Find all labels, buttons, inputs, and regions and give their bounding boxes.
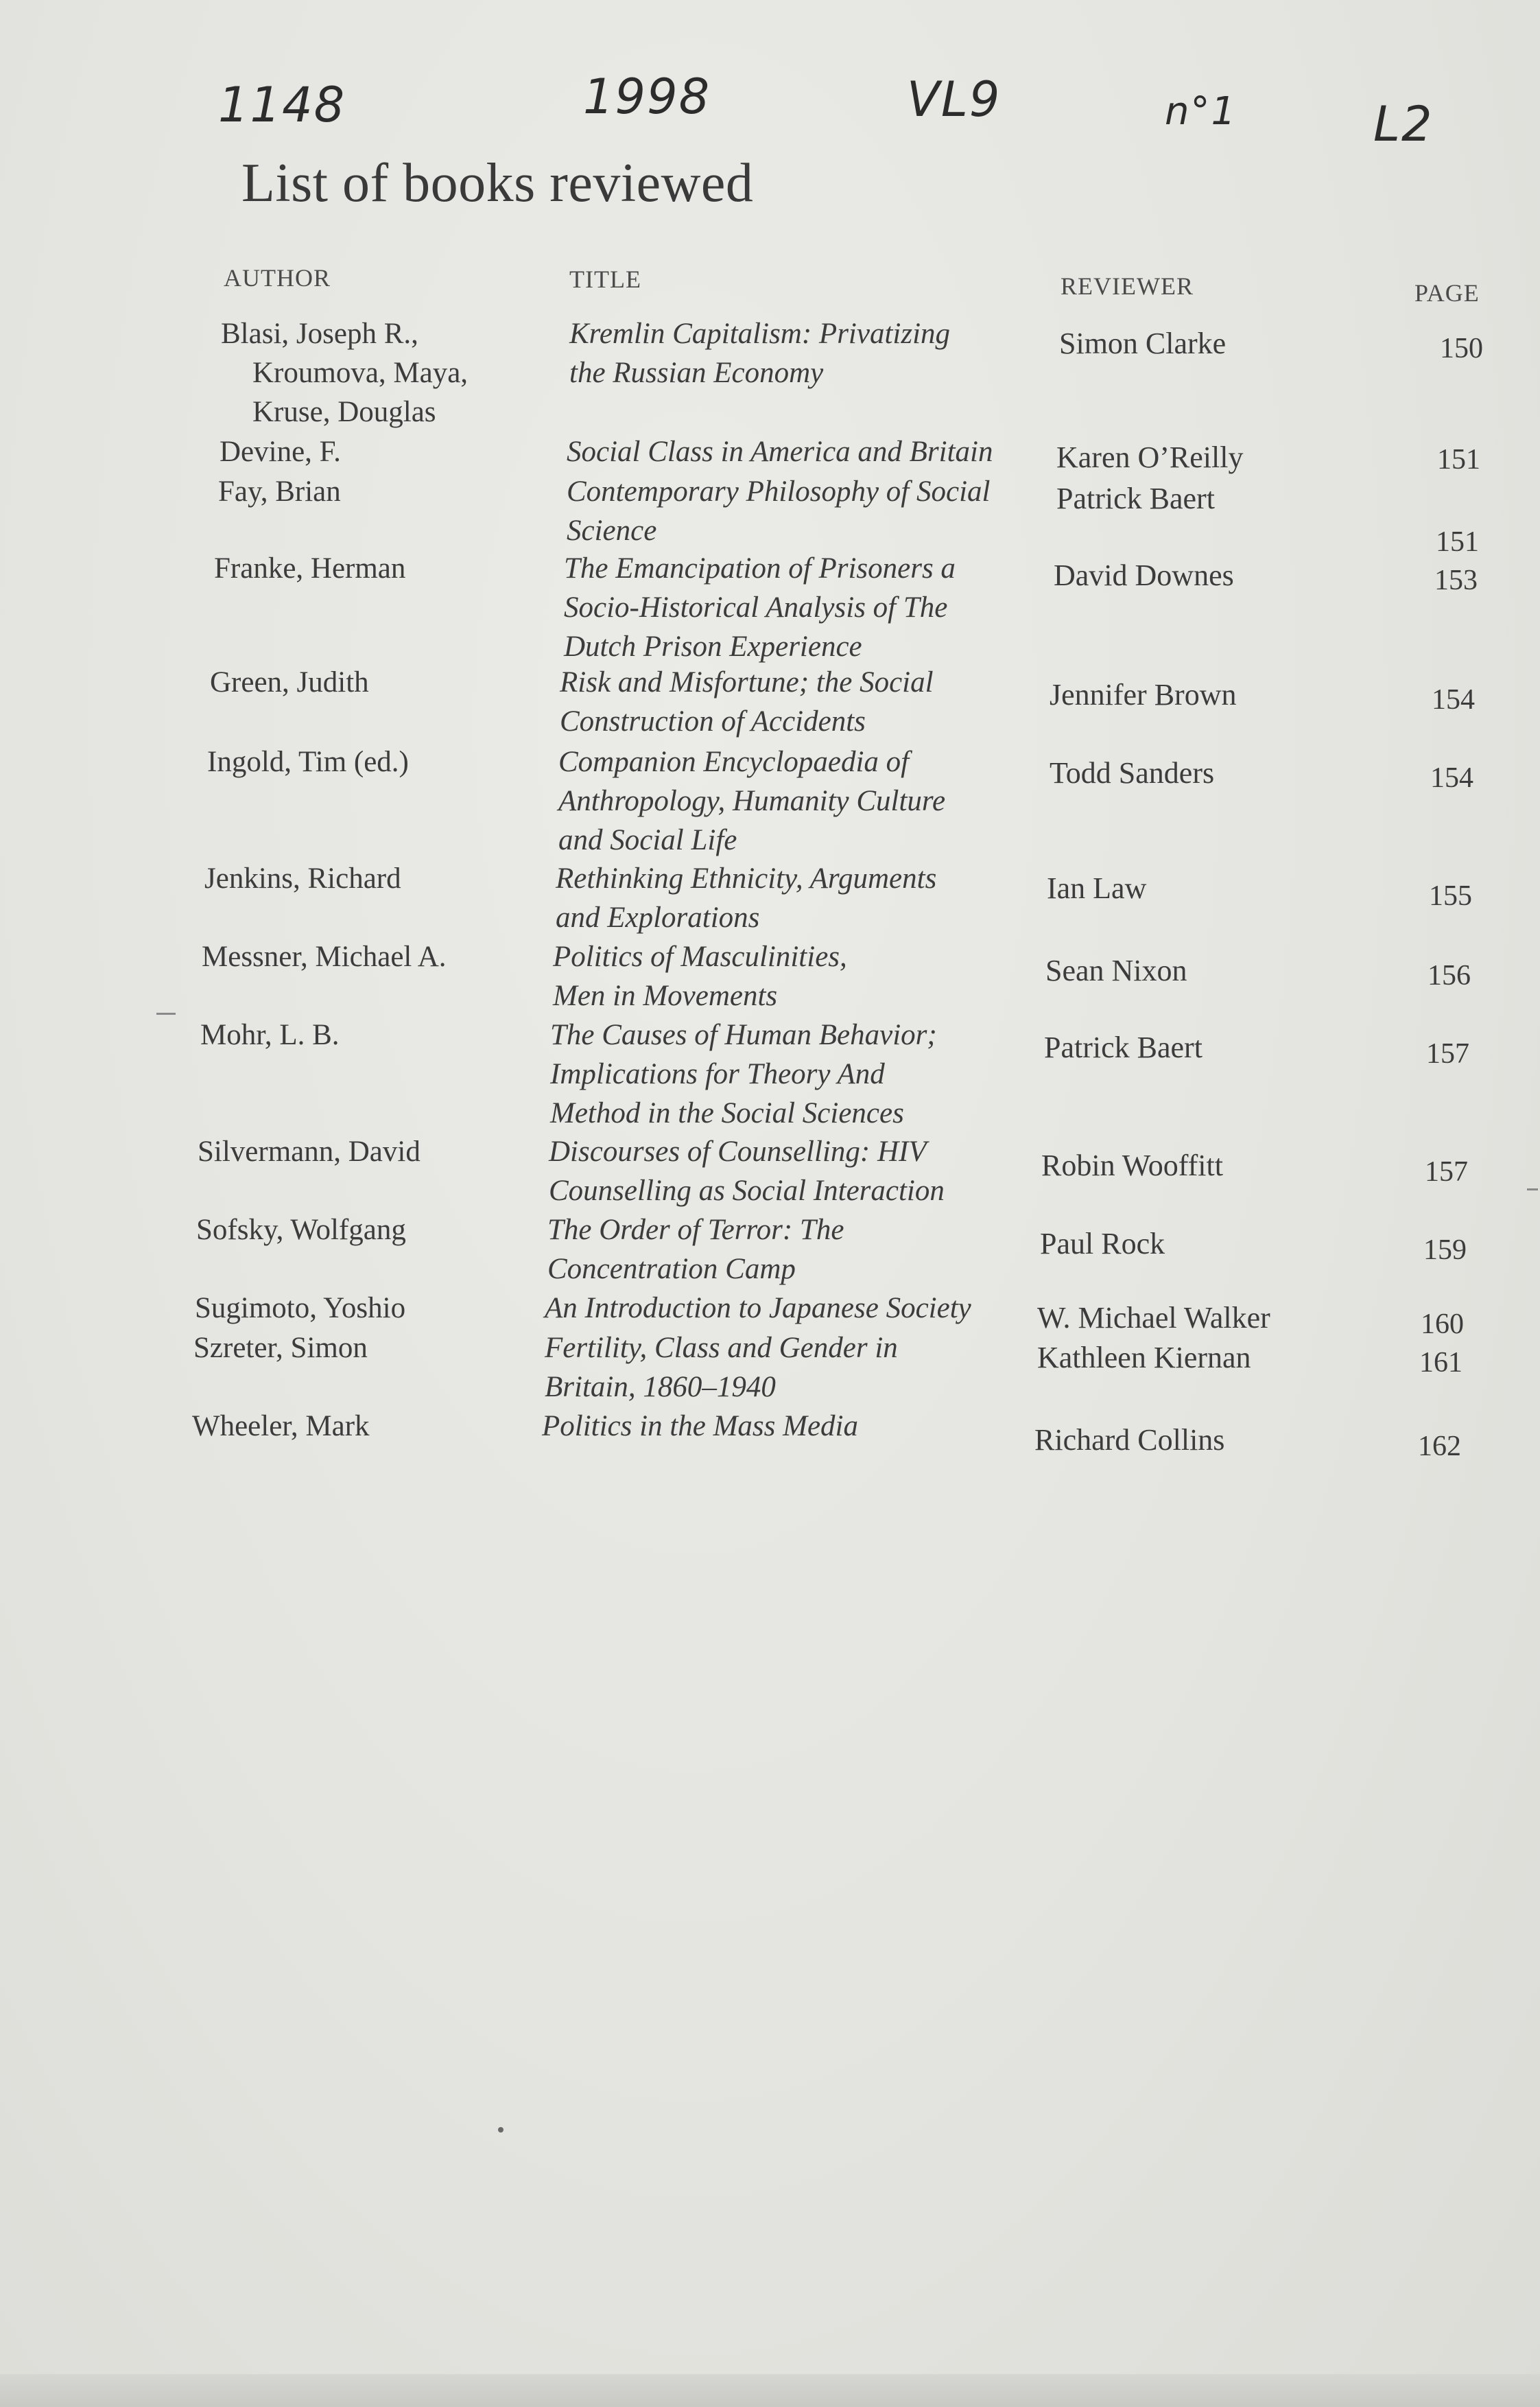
page-cell: 160 <box>1421 1308 1464 1340</box>
page-cell: 157 <box>1425 1156 1468 1188</box>
author-cell: Wheeler, Mark <box>192 1410 370 1442</box>
title-cell: The Causes of Human Behavior; Implications for Theory And Method in the Social Sciences <box>550 1019 937 1129</box>
page-cell: 157 <box>1426 1038 1469 1070</box>
title-cell: Kremlin Capitalism: Privatizing the Russian Economy <box>569 318 951 389</box>
reviewer-cell: Jennifer Brown <box>1050 678 1237 712</box>
page-cell: 156 <box>1428 960 1471 991</box>
title-cell: Discourses of Counselling: HIV Counselling as Social Interaction <box>549 1136 945 1207</box>
reviewer-cell: Simon Clarke <box>1059 327 1227 360</box>
column-header-author: AUTHOR <box>224 264 331 292</box>
reviewer-cell: Patrick Baert <box>1044 1031 1203 1064</box>
reviewer-cell: W. Michael Walker <box>1037 1301 1270 1335</box>
table-row <box>0 1015 1540 1129</box>
reviewer-cell: David Downes <box>1054 559 1234 592</box>
table-row <box>0 859 1540 934</box>
margin-tick <box>156 1013 176 1015</box>
author-cell: Messner, Michael A. <box>202 941 447 973</box>
handwritten-note-4: n°1 <box>1165 89 1237 134</box>
page-cell: 150 <box>1440 333 1483 364</box>
page-cell: 151 <box>1437 444 1480 475</box>
page-cell: 153 <box>1434 565 1478 596</box>
page-cell: 159 <box>1423 1234 1467 1266</box>
column-header-page: PAGE <box>1414 279 1480 307</box>
page-cell: 151 <box>1436 526 1479 558</box>
reviewer-cell: Todd Sanders <box>1050 756 1215 790</box>
table-row <box>0 663 1540 738</box>
page-cell: 161 <box>1419 1347 1462 1378</box>
table-row <box>0 549 1540 663</box>
page-cell: 155 <box>1429 880 1472 912</box>
table-row <box>0 1210 1540 1285</box>
title-cell: Risk and Misfortune; the Social Construction of Accidents <box>560 666 934 738</box>
page-cell: 162 <box>1418 1431 1461 1462</box>
reviewer-cell: Kathleen Kiernan <box>1037 1341 1251 1374</box>
page-cell: 154 <box>1432 684 1475 716</box>
handwritten-note-5: L2 <box>1373 96 1434 152</box>
handwritten-note-3: VL9 <box>907 71 1002 128</box>
title-cell: Politics in the Mass Media <box>542 1410 858 1442</box>
handwritten-note-2: 1998 <box>583 69 711 125</box>
page-cell: 154 <box>1430 762 1473 794</box>
table-row <box>0 1132 1540 1207</box>
table-row <box>0 472 1540 558</box>
margin-tick <box>1527 1188 1538 1190</box>
author-cell: Sugimoto, Yoshio <box>195 1292 406 1324</box>
author-cell: Franke, Herman <box>214 552 406 585</box>
title-cell: Rethinking Ethnicity, Arguments and Explorations <box>556 862 937 934</box>
author-cell: Fay, Brian <box>218 475 341 508</box>
author-cell: Silvermann, David <box>198 1136 420 1168</box>
scan-speck <box>498 2127 504 2133</box>
author-cell: Sofsky, Wolfgang <box>196 1214 406 1246</box>
author-cell: Blasi, Joseph R., Kroumova, Maya, Kruse, Douglas <box>221 318 469 428</box>
reviewer-cell: Richard Collins <box>1034 1423 1225 1457</box>
reviewer-cell: Patrick Baert <box>1056 482 1215 515</box>
reviewer-cell: Ian Law <box>1047 871 1147 905</box>
table-row <box>0 1289 1540 1340</box>
author-cell: Szreter, Simon <box>193 1332 368 1364</box>
table-row <box>0 314 1540 428</box>
title-cell: Politics of Masculinities, Men in Movements <box>553 941 847 1012</box>
handwritten-note-1: 1148 <box>218 77 346 133</box>
reviewer-cell: Sean Nixon <box>1045 954 1187 987</box>
table-row <box>0 1328 1540 1403</box>
page-title: List of books reviewed <box>241 153 754 213</box>
table-row <box>0 937 1540 1012</box>
author-cell: Green, Judith <box>210 666 369 698</box>
author-cell: Jenkins, Richard <box>204 862 401 895</box>
title-cell: Contemporary Philosophy of Social Science <box>567 475 991 547</box>
table-row <box>0 742 1540 856</box>
page-bottom-edge <box>0 2374 1540 2407</box>
column-header-title: TITLE <box>569 266 641 293</box>
title-cell: Fertility, Class and Gender in Britain, 1860–1940 <box>545 1332 898 1403</box>
title-cell: Social Class in America and Britain <box>567 436 993 468</box>
author-cell: Ingold, Tim (ed.) <box>207 746 409 778</box>
reviewer-cell: Paul Rock <box>1040 1227 1165 1260</box>
author-cell: Mohr, L. B. <box>200 1019 340 1051</box>
title-cell: Companion Encyclopaedia of Anthropology, Humanity Culture and Social Life <box>558 746 946 856</box>
author-cell: Devine, F. <box>220 436 341 468</box>
title-cell: The Emancipation of Prisoners a Socio-Historical Analysis of The Dutch Prison Experience <box>564 552 956 663</box>
column-header-reviewer: REVIEWER <box>1061 272 1194 300</box>
reviewer-cell: Karen O’Reilly <box>1056 441 1244 474</box>
title-cell: The Order of Terror: The Concentration Camp <box>547 1214 844 1285</box>
title-cell: An Introduction to Japanese Society <box>545 1292 971 1324</box>
table-row <box>0 432 1540 475</box>
reviewer-cell: Robin Wooffitt <box>1041 1149 1223 1182</box>
table-row <box>0 1407 1540 1462</box>
